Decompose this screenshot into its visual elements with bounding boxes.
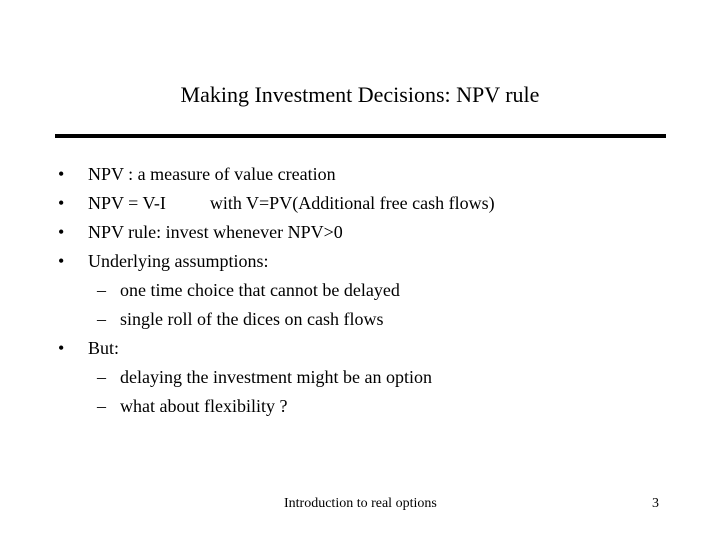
- bullet-marker: •: [58, 164, 65, 184]
- sub-bullet-text: delaying the investment might be an option: [120, 367, 432, 387]
- page-number: 3: [652, 496, 659, 511]
- bullet-marker: •: [58, 338, 65, 358]
- bullet-marker: •: [58, 193, 65, 213]
- footer-text: Introduction to real options: [284, 496, 437, 511]
- bullet-marker: •: [58, 251, 65, 271]
- sub-bullet-marker: –: [97, 280, 106, 300]
- title-divider: [55, 134, 666, 138]
- bullet-marker: •: [58, 222, 65, 242]
- bullet-text: [88, 189, 495, 218]
- sub-bullet-text: what about flexibility ?: [120, 396, 288, 416]
- sub-bullet-text: single roll of the dices on cash flows: [120, 309, 384, 329]
- npv-formula: NPV = V-I: [88, 193, 166, 213]
- bullet-text: NPV rule: invest whenever NPV>0: [88, 222, 343, 242]
- slide-title: Making Investment Decisions: NPV rule: [180, 82, 540, 107]
- bullet-text: Underlying assumptions:: [88, 251, 269, 271]
- sub-bullet-marker: –: [97, 367, 106, 387]
- sub-bullet-marker: –: [97, 396, 106, 416]
- bullet-text: But:: [88, 338, 120, 358]
- sub-bullet-text: one time choice that cannot be delayed: [120, 280, 400, 300]
- sub-bullet-marker: –: [97, 309, 106, 329]
- npv-formula-definition: with V=PV(Additional free cash flows): [209, 193, 495, 213]
- bullet-text: NPV : a measure of value creation: [88, 164, 336, 184]
